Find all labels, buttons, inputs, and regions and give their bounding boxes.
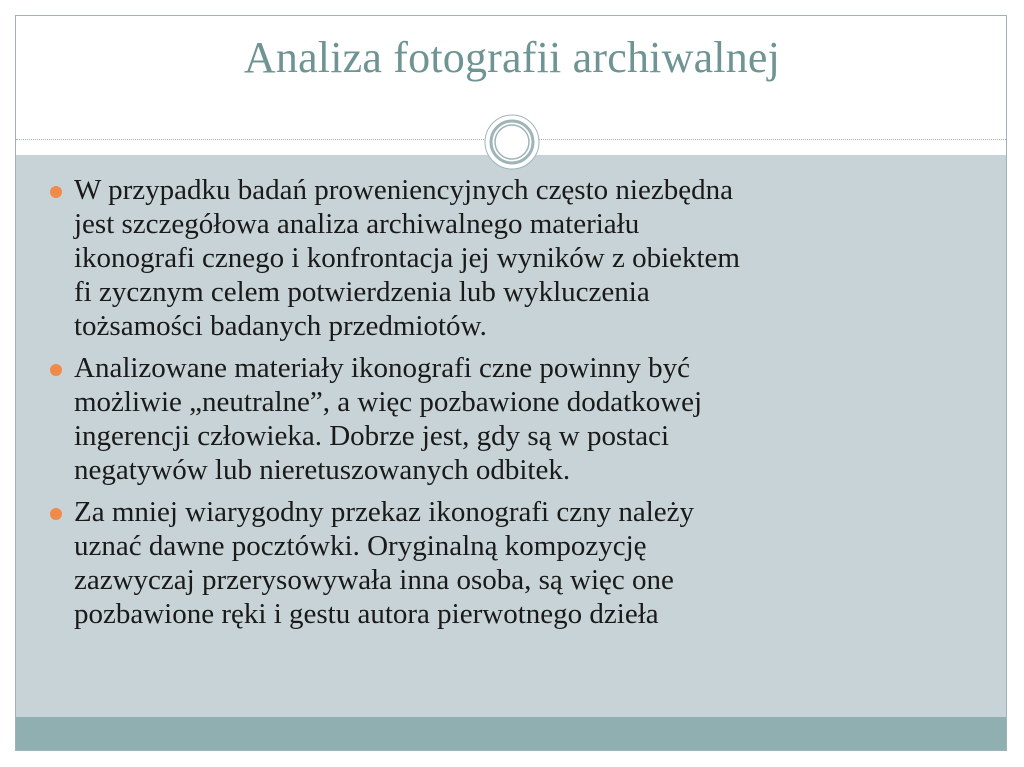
bullet-line: Za mniej wiarygodny przekaz ikonografi czny należy — [74, 496, 695, 528]
bullet-item-2 — [44, 351, 984, 487]
bullet-line: W przypadku badań proweniencyjnych często niezbędna — [74, 174, 733, 206]
bullet-item-1 — [44, 173, 984, 343]
bullet-dot-icon — [50, 186, 62, 198]
bullet-line: zazwyczaj przerysowywała inna osoba, są więc one — [74, 564, 674, 596]
slide-title: Analiza fotografii archiwalnej — [243, 33, 781, 82]
bullet-dot-icon — [50, 364, 62, 376]
bullet-line: fi zycznym celem potwierdzenia lub wykluczenia — [74, 276, 650, 308]
bullet-line: ingerencji człowieka. Dobrze jest, gdy są w postaci — [74, 420, 670, 452]
bullet-dot-icon — [50, 508, 62, 520]
bullet-line: uznać dawne pocztówki. Oryginalną kompozycję — [74, 530, 647, 562]
bullet-item-3 — [44, 495, 984, 631]
footer-band — [16, 717, 1006, 750]
bullet-line: możliwie „neutralne”, a więc pozbawione dodatkowej — [74, 386, 703, 418]
bullet-line: negatywów lub nieretuszowanych odbitek. — [74, 454, 571, 486]
bullet-list — [44, 173, 984, 639]
bullet-line: jest szczegółowa analiza archiwalnego materiału — [74, 208, 640, 240]
ring-ornament-icon — [484, 114, 540, 170]
bullet-line: Analizowane materiały ikonografi czne powinny być — [74, 352, 691, 384]
bullet-line: ikonografi cznego i konfrontacja jej wyników z obiektem — [74, 242, 740, 274]
bullet-line: tożsamości badanych przedmiotów. — [74, 310, 487, 342]
bullet-line: pozbawione ręki i gestu autora pierwotnego dzieła — [74, 598, 659, 630]
